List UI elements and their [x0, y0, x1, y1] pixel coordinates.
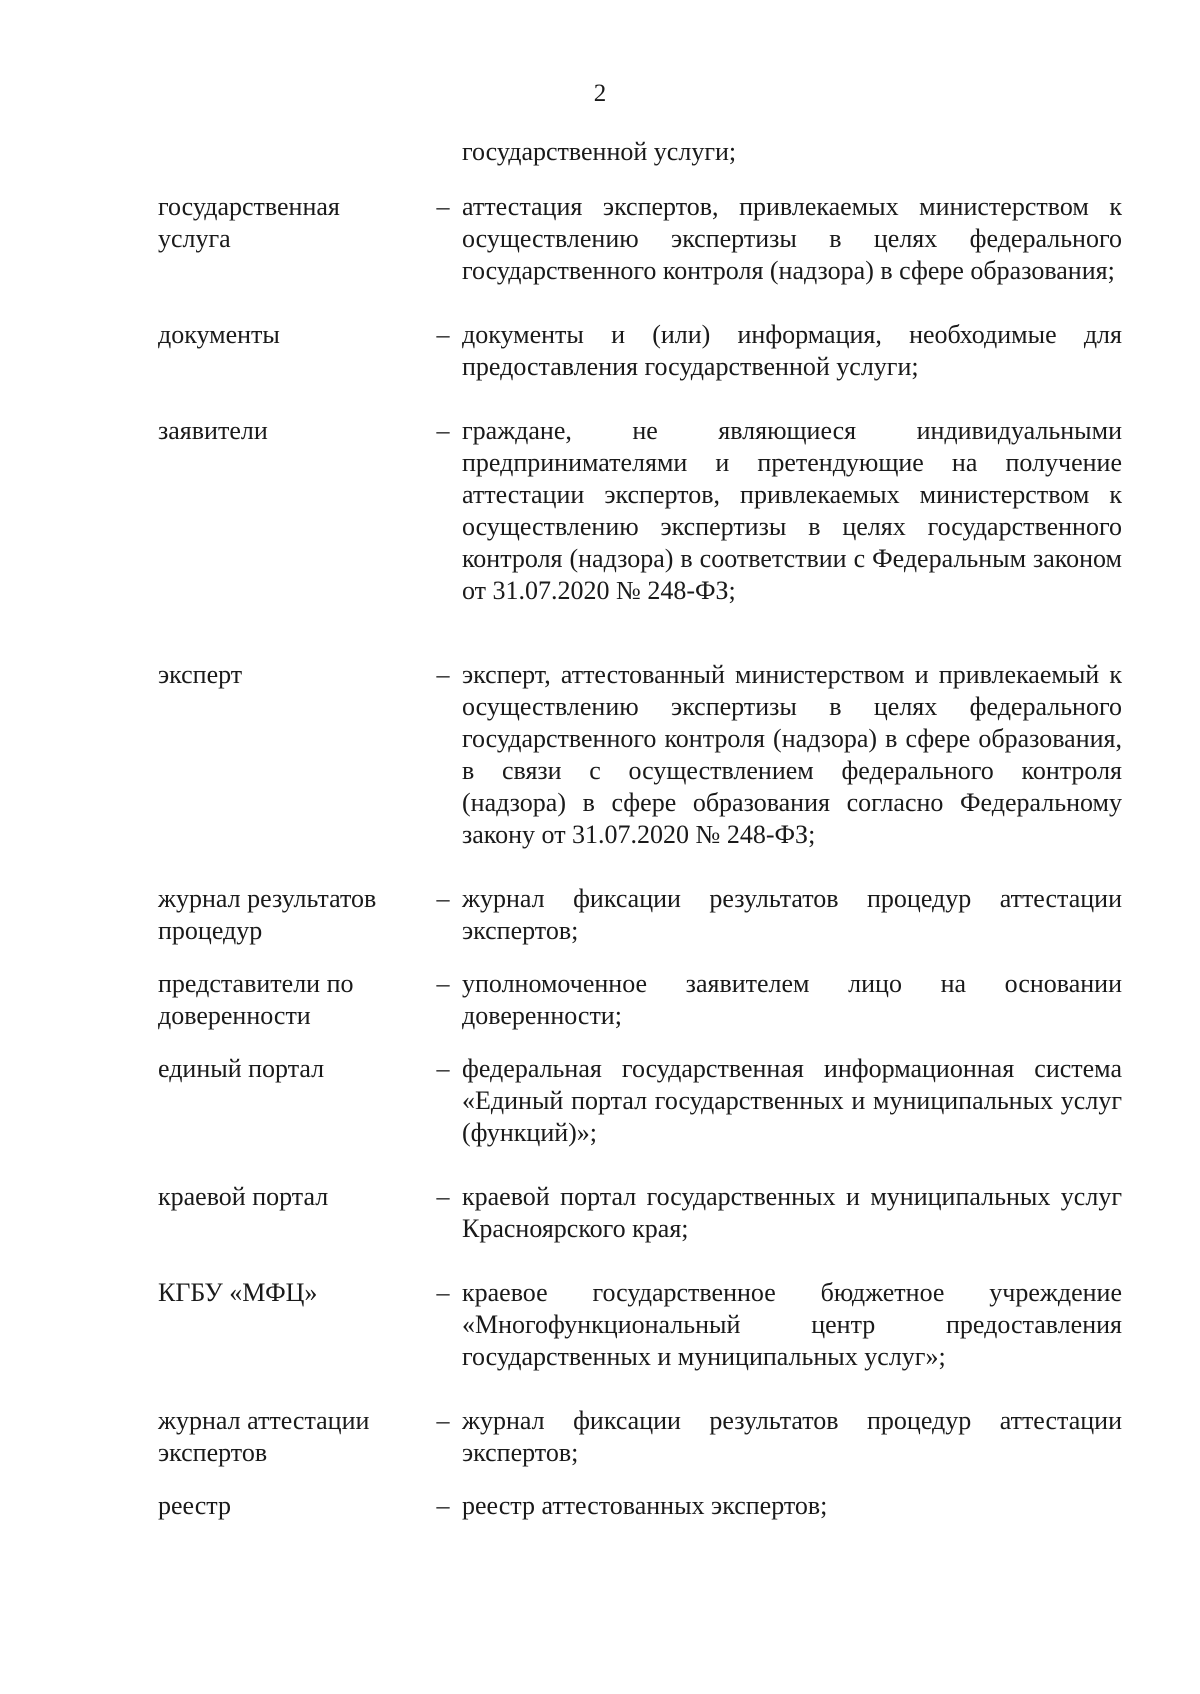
definition-term: эксперт: [158, 660, 243, 689]
definition-text: документы и (или) информация, необходимые для предоставления государственной услуги;: [462, 320, 1122, 381]
definition-text: краевой портал государственных и муниципальных услуг Красноярского края;: [462, 1182, 1122, 1243]
definition-term: журнал результатов процедур: [158, 884, 377, 945]
definition-row: [158, 1181, 1122, 1245]
definition-dash: –: [436, 320, 450, 349]
definition-term: реестр: [158, 1491, 231, 1520]
definition-row: [158, 968, 1122, 1032]
definition-dash: –: [436, 884, 450, 913]
definition-text: эксперт, аттестованный министерством и привлекаемый к осуществлению экспертизы в целях федерального государственного контроля (надзора) в сфере образования, в связи с осуществлением федерального контроля (надзора) в сфере образования согласно Федеральному закону от 31.07.2020 № 248-ФЗ;: [462, 660, 1122, 849]
definition-row: [158, 883, 1122, 947]
definition-term: краевой портал: [158, 1182, 329, 1211]
definition-row: [158, 1405, 1122, 1469]
definition-row: [158, 1490, 1122, 1522]
definition-dash: –: [436, 1182, 450, 1211]
definition-text: журнал фиксации результатов процедур аттестации экспертов;: [462, 1406, 1122, 1467]
page-number: 2: [593, 80, 607, 107]
definition-text: журнал фиксации результатов процедур аттестации экспертов;: [462, 884, 1122, 945]
definition-dash: –: [436, 416, 450, 445]
definition-text: граждане, не являющиеся индивидуальными предпринимателями и претендующие на получение аттестации экспертов, привлекаемых министерством к осуществлению экспертизы в целях государственного контроля (надзора) в соответствии с Федеральным законом от 31.07.2020 № 248-ФЗ;: [462, 416, 1122, 605]
definition-term: государственная услуга: [158, 192, 340, 253]
definition-dash: –: [436, 1406, 450, 1435]
definition-row: [158, 319, 1122, 383]
definition-dash: –: [436, 1054, 450, 1083]
continuation-text: государственной услуги;: [462, 137, 737, 166]
definition-dash: –: [436, 660, 450, 689]
definition-row: [158, 1277, 1122, 1373]
definition-dash: –: [436, 969, 450, 998]
definition-term: представители по доверенности: [158, 969, 354, 1030]
definition-term: единый портал: [158, 1054, 325, 1083]
definition-text: аттестация экспертов, привлекаемых министерством к осуществлению экспертизы в целях федерального государственного контроля (надзора) в сфере образования;: [462, 192, 1122, 285]
definitions-list: [158, 191, 1122, 1522]
definition-dash: –: [436, 1278, 450, 1307]
definition-term: документы: [158, 320, 280, 349]
definition-term: журнал аттестации экспертов: [158, 1406, 370, 1467]
definition-dash: –: [436, 1491, 450, 1520]
definition-term: заявители: [158, 416, 268, 445]
definition-row: [158, 415, 1122, 607]
definition-row: [158, 1053, 1122, 1149]
definition-row: [158, 659, 1122, 851]
definition-term: КГБУ «МФЦ»: [158, 1278, 318, 1307]
definition-text: краевое государственное бюджетное учреждение «Многофункциональный центр предоставления государственных и муниципальных услуг»;: [462, 1278, 1122, 1371]
definition-row: [158, 191, 1122, 287]
definition-text: реестр аттестованных экспертов;: [462, 1491, 828, 1520]
definition-text: федеральная государственная информационная система «Единый портал государственных и муниципальных услуг (функций)»;: [462, 1054, 1122, 1147]
definition-text: уполномоченное заявителем лицо на основании доверенности;: [462, 969, 1122, 1030]
definition-dash: –: [436, 192, 450, 221]
